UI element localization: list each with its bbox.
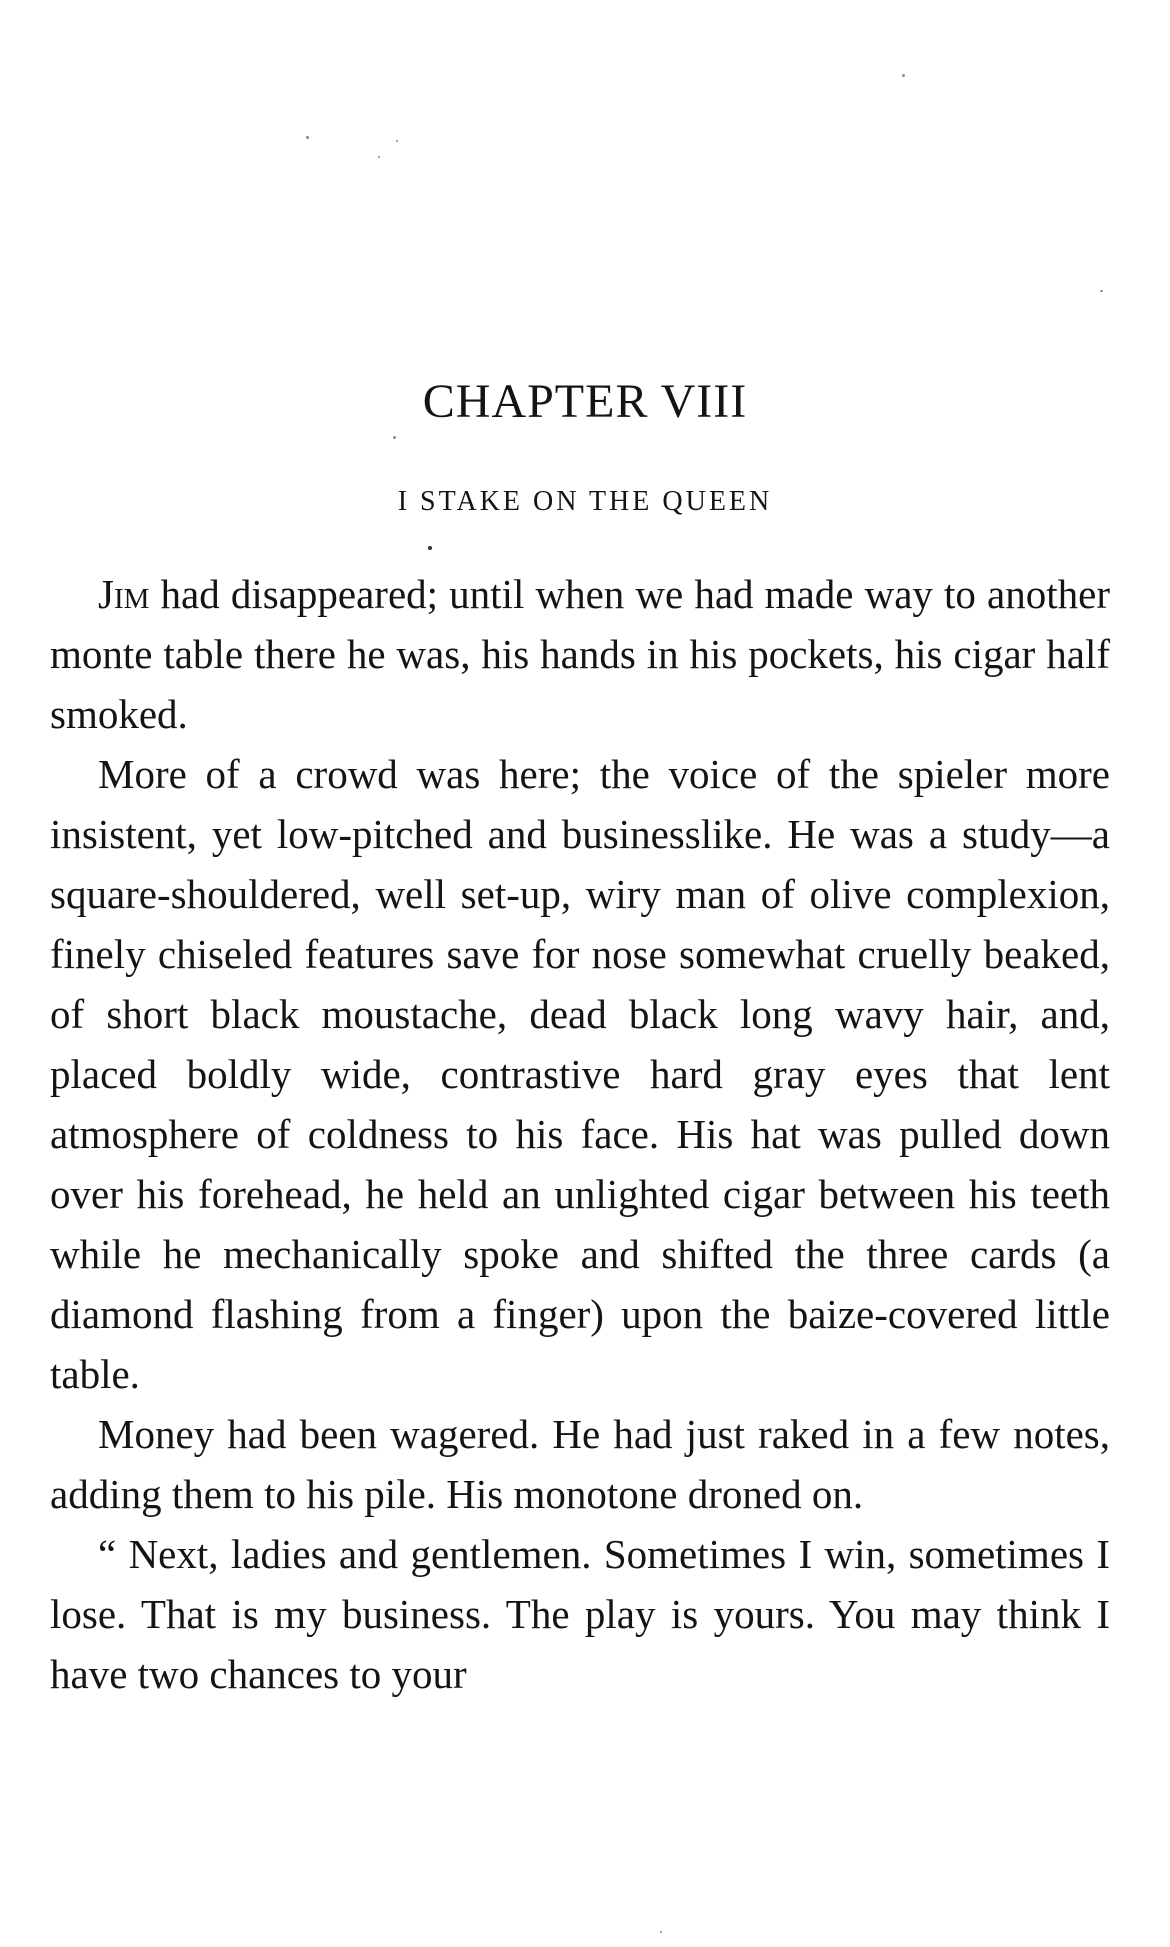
paragraph-2: More of a crowd was here; the voice of the spieler more insistent, yet low-pitched and businesslike. He was a study—a square-shouldered, well set-up, wiry man of olive complexion, finely chiseled features save for nose somewhat cruelly beaked, of short black moustache, dead black long wavy hair, and, placed boldly wide, contrastive hard gray eyes that lent atmosphere of coldness to his face. His hat was pulled down over his forehead, he held an unlighted cigar between his teeth while he mechanically spoke and shifted the three cards (a diamond flashing from a finger) upon the baize-covered little table. [50,751,1110,1397]
paragraph-1-text: had disappeared; until when we had made way to another monte table there he was, his hands in his pockets, his cigar half smoked. [50,571,1110,737]
scan-speck [660,1931,662,1933]
scan-speck [393,436,396,439]
chapter-body [50,564,1110,1704]
chapter-subtitle: I STAKE ON THE QUEEN [397,486,773,517]
paragraph-1 [50,564,1110,744]
paragraph-4: “ Next, ladies and gentlemen. Sometimes I win, sometimes I lose. That is my business. The play is yours. You may think I have two chances to your [50,1531,1110,1697]
scan-speck [428,546,432,550]
scan-speck [396,140,398,142]
scan-speck [1100,290,1103,292]
scan-speck [902,74,905,77]
scan-speck [378,156,380,158]
paragraph-1-first-word: Jim [98,571,150,617]
paragraph-3: Money had been wagered. He had just raked in a few notes, adding them to his pile. His monotone droned on. [50,1411,1110,1517]
scan-speck [306,136,309,139]
chapter-title: CHAPTER VIII [422,375,748,428]
